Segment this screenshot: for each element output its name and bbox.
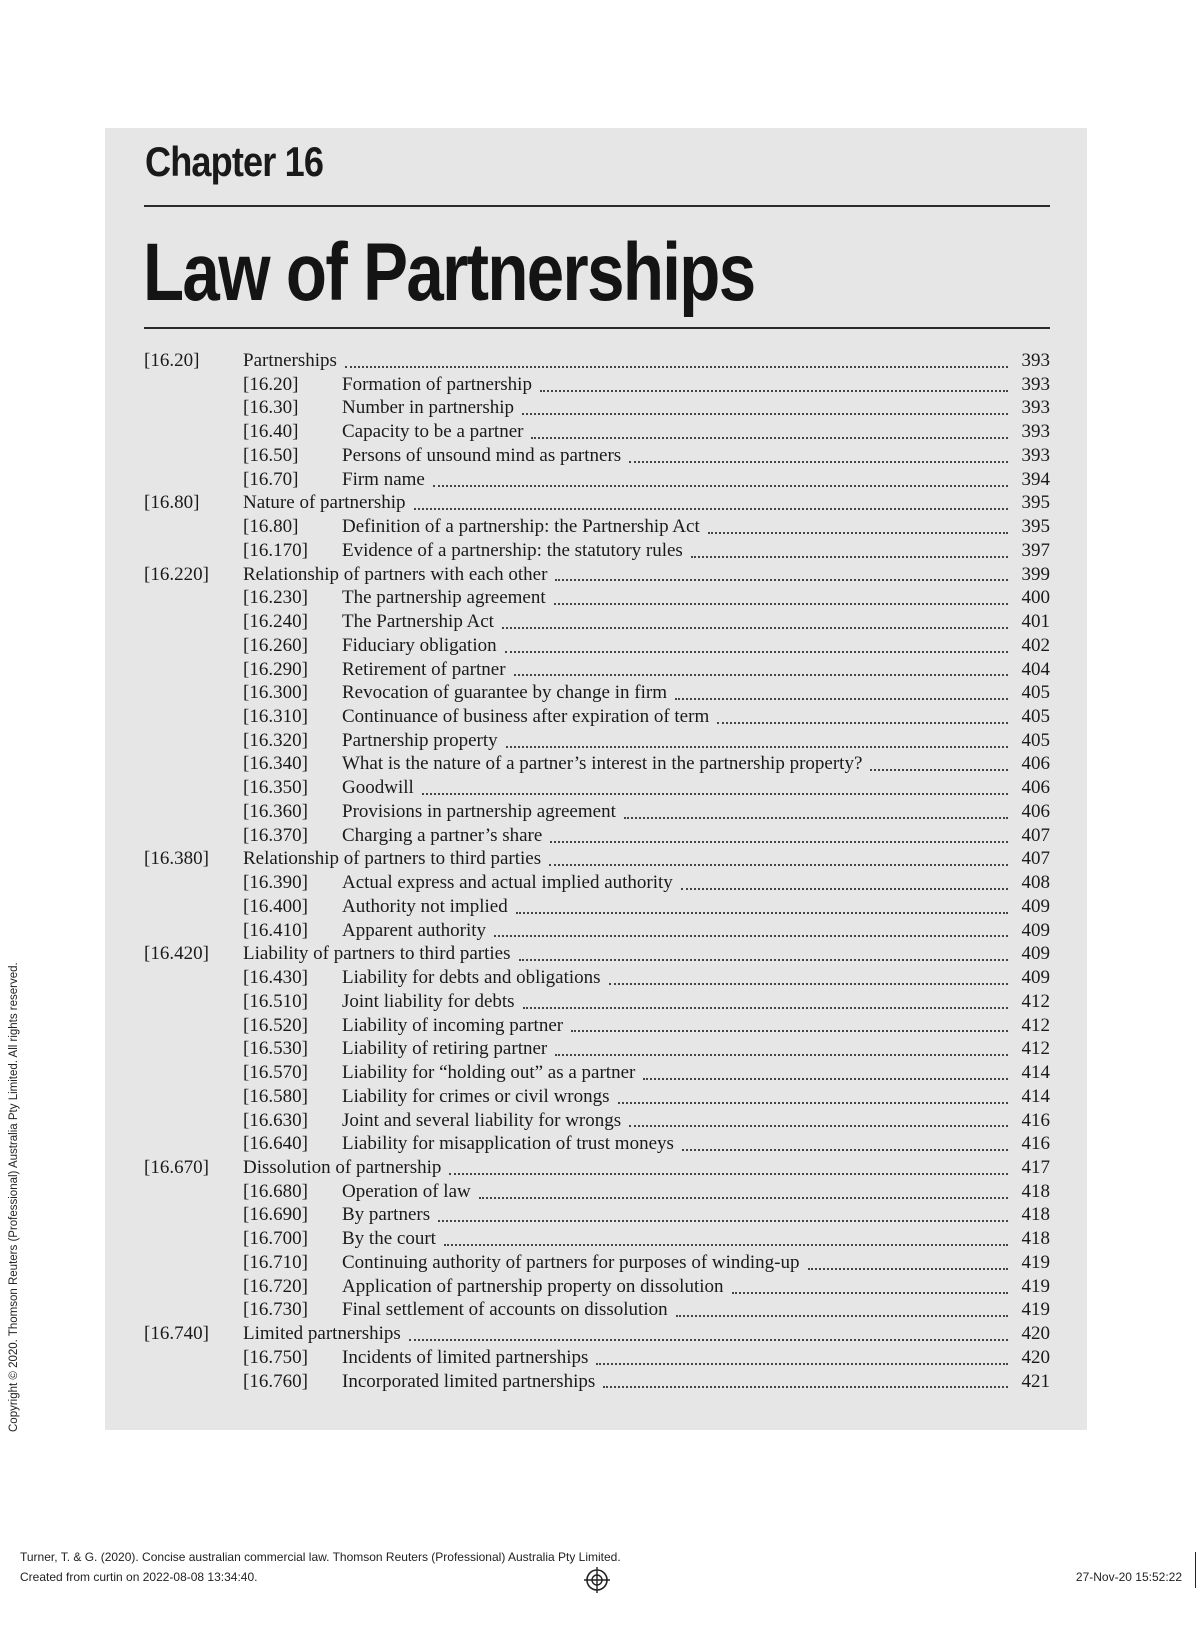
toc-page-number: 412 bbox=[1021, 990, 1050, 1012]
toc-title: Formation of partnership bbox=[342, 373, 532, 395]
crop-mark bbox=[1195, 1552, 1196, 1588]
toc-subentry bbox=[144, 539, 1050, 563]
toc-dot-leader bbox=[506, 746, 1008, 748]
toc-paragraph-number: [16.240] bbox=[243, 611, 308, 633]
toc-title: Fiduciary obligation bbox=[342, 634, 497, 656]
toc-dot-leader bbox=[531, 437, 1008, 439]
toc-paragraph-number: [16.410] bbox=[243, 919, 308, 941]
toc-dot-leader bbox=[444, 1244, 1008, 1246]
toc-paragraph-number: [16.580] bbox=[243, 1085, 308, 1107]
toc-subentry bbox=[144, 776, 1050, 800]
toc-dot-leader bbox=[808, 1268, 1008, 1270]
toc-subentry bbox=[144, 515, 1050, 539]
toc-dot-leader bbox=[609, 983, 1008, 985]
toc-title: Relationship of partners to third parties bbox=[243, 848, 542, 870]
toc-subentry bbox=[144, 800, 1050, 824]
toc-title: Partnerships bbox=[243, 350, 337, 371]
toc-title: Liability for misapplication of trust moneys bbox=[342, 1133, 674, 1155]
toc-title: Incidents of limited partnerships bbox=[342, 1346, 589, 1368]
toc-subentry bbox=[144, 1180, 1050, 1204]
toc-title: The partnership agreement bbox=[342, 587, 546, 609]
toc-paragraph-number: [16.50] bbox=[243, 444, 299, 466]
toc-paragraph-number: [16.700] bbox=[243, 1228, 308, 1250]
toc-page-number: 401 bbox=[1021, 611, 1050, 633]
toc-paragraph-number: [16.740] bbox=[144, 1323, 209, 1345]
toc-title: Retirement of partner bbox=[342, 658, 506, 680]
toc-subentry bbox=[144, 1014, 1050, 1038]
toc-subentry bbox=[144, 468, 1050, 492]
toc-page-number: 406 bbox=[1021, 753, 1050, 775]
toc-page-number: 405 bbox=[1021, 682, 1050, 704]
toc-page-number: 404 bbox=[1021, 658, 1050, 680]
toc-title: Definition of a partnership: the Partnership Act bbox=[342, 516, 700, 538]
toc-title: Liability of retiring partner bbox=[342, 1038, 548, 1060]
toc-title: By the court bbox=[342, 1228, 436, 1250]
toc-dot-leader bbox=[596, 1363, 1008, 1365]
toc-paragraph-number: [16.260] bbox=[243, 634, 308, 656]
toc-subentry bbox=[144, 1251, 1050, 1275]
toc-dot-leader bbox=[516, 912, 1008, 914]
toc-dot-leader bbox=[555, 579, 1008, 581]
toc-title: Provisions in partnership agreement bbox=[342, 800, 616, 822]
toc-dot-leader bbox=[502, 627, 1008, 629]
toc-paragraph-number: [16.430] bbox=[243, 967, 308, 989]
toc-title: Continuing authority of partners for purposes of winding-up bbox=[342, 1251, 800, 1273]
toc-title: Charging a partner’s share bbox=[342, 824, 543, 846]
toc-paragraph-number: [16.730] bbox=[243, 1299, 308, 1321]
toc-page-number: 399 bbox=[1021, 563, 1050, 585]
toc-subentry bbox=[144, 373, 1050, 397]
toc-page-number: 407 bbox=[1021, 848, 1050, 870]
side-copyright-notice: Copyright © 2020. Thomson Reuters (Professional) Australia Pty Limited. All rights reserved. bbox=[8, 962, 20, 1432]
toc-dot-leader bbox=[519, 959, 1008, 961]
toc-paragraph-number: [16.670] bbox=[144, 1156, 209, 1178]
toc-title: Incorporated limited partnerships bbox=[342, 1370, 596, 1392]
toc-paragraph-number: [16.720] bbox=[243, 1275, 308, 1297]
toc-dot-leader bbox=[433, 485, 1008, 487]
toc-title: Liability for crimes or civil wrongs bbox=[342, 1085, 610, 1107]
toc-page-number: 405 bbox=[1021, 706, 1050, 728]
toc-page-number: 421 bbox=[1021, 1370, 1050, 1392]
toc-subentry bbox=[144, 1109, 1050, 1133]
toc-dot-leader bbox=[345, 366, 1008, 368]
toc-paragraph-number: [16.520] bbox=[243, 1014, 308, 1036]
toc-title: The Partnership Act bbox=[342, 611, 494, 633]
toc-dot-leader bbox=[717, 722, 1008, 724]
toc-paragraph-number: [16.750] bbox=[243, 1346, 308, 1368]
toc-page-number: 402 bbox=[1021, 634, 1050, 656]
toc-dot-leader bbox=[681, 888, 1008, 890]
toc-page-number: 394 bbox=[1021, 468, 1050, 490]
toc-subentry bbox=[144, 1085, 1050, 1109]
toc-page-number: 400 bbox=[1021, 587, 1050, 609]
toc-entry bbox=[144, 847, 1050, 871]
toc-page-number: 420 bbox=[1021, 1346, 1050, 1368]
toc-paragraph-number: [16.20] bbox=[144, 350, 200, 371]
toc-title: Goodwill bbox=[342, 777, 414, 799]
toc-dot-leader bbox=[414, 508, 1009, 510]
divider-top bbox=[144, 205, 1050, 207]
toc-dot-leader bbox=[691, 556, 1008, 558]
toc-page-number: 412 bbox=[1021, 1014, 1050, 1036]
toc-paragraph-number: [16.290] bbox=[243, 658, 308, 680]
toc-page-number: 420 bbox=[1021, 1323, 1050, 1345]
toc-dot-leader bbox=[549, 864, 1008, 866]
toc-subentry bbox=[144, 420, 1050, 444]
toc-page-number: 414 bbox=[1021, 1085, 1050, 1107]
toc-paragraph-number: [16.360] bbox=[243, 800, 308, 822]
toc-dot-leader bbox=[675, 698, 1008, 700]
toc-subentry bbox=[144, 1227, 1050, 1251]
toc-dot-leader bbox=[870, 769, 1008, 771]
toc-subentry bbox=[144, 681, 1050, 705]
toc-subentry bbox=[144, 1203, 1050, 1227]
toc-dot-leader bbox=[449, 1173, 1008, 1175]
chapter-title: Law of Partnerships bbox=[143, 227, 755, 318]
toc-title: Authority not implied bbox=[342, 895, 508, 917]
toc-dot-leader bbox=[643, 1078, 1008, 1080]
toc-page-number: 406 bbox=[1021, 777, 1050, 799]
toc-paragraph-number: [16.70] bbox=[243, 468, 299, 490]
toc-title: Liability for debts and obligations bbox=[342, 967, 601, 989]
toc-subentry bbox=[144, 966, 1050, 990]
toc-dot-leader bbox=[571, 1030, 1008, 1032]
toc-title: Relationship of partners with each other bbox=[243, 563, 548, 585]
toc-page-number: 395 bbox=[1021, 492, 1050, 514]
toc-title: Evidence of a partnership: the statutory rules bbox=[342, 539, 683, 561]
toc-paragraph-number: [16.320] bbox=[243, 729, 308, 751]
toc-dot-leader bbox=[554, 603, 1008, 605]
toc-dot-leader bbox=[494, 935, 1008, 937]
toc-page-number: 393 bbox=[1021, 397, 1050, 419]
toc-subentry bbox=[144, 990, 1050, 1014]
toc-subentry bbox=[144, 919, 1050, 943]
toc-dot-leader bbox=[540, 390, 1008, 392]
toc-title: Nature of partnership bbox=[243, 492, 406, 514]
toc-paragraph-number: [16.530] bbox=[243, 1038, 308, 1060]
toc-subentry bbox=[144, 752, 1050, 776]
toc-subentry bbox=[144, 824, 1050, 848]
toc-page-number: 412 bbox=[1021, 1038, 1050, 1060]
toc-title: Firm name bbox=[342, 468, 425, 490]
toc-subentry bbox=[144, 1132, 1050, 1156]
toc-title: Final settlement of accounts on dissolution bbox=[342, 1299, 668, 1321]
toc-title: Operation of law bbox=[342, 1180, 471, 1202]
toc-paragraph-number: [16.350] bbox=[243, 777, 308, 799]
toc-paragraph-number: [16.630] bbox=[243, 1109, 308, 1131]
toc-page-number: 416 bbox=[1021, 1109, 1050, 1131]
toc-title: Liability of partners to third parties bbox=[243, 943, 511, 965]
toc-paragraph-number: [16.390] bbox=[243, 872, 308, 894]
toc-paragraph-number: [16.80] bbox=[144, 492, 200, 514]
toc-subentry bbox=[144, 1298, 1050, 1322]
toc-dot-leader bbox=[438, 1220, 1008, 1222]
toc-page-number: 409 bbox=[1021, 943, 1050, 965]
toc-dot-leader bbox=[732, 1292, 1008, 1294]
toc-paragraph-number: [16.690] bbox=[243, 1204, 308, 1226]
toc-dot-leader bbox=[708, 532, 1008, 534]
toc-paragraph-number: [16.170] bbox=[243, 539, 308, 561]
toc-paragraph-number: [16.370] bbox=[243, 824, 308, 846]
toc-dot-leader bbox=[555, 1054, 1008, 1056]
toc-page-number: 419 bbox=[1021, 1251, 1050, 1273]
toc-page-number: 406 bbox=[1021, 800, 1050, 822]
toc-page-number: 409 bbox=[1021, 895, 1050, 917]
toc-subentry bbox=[144, 634, 1050, 658]
toc-entry bbox=[144, 1156, 1050, 1180]
toc-subentry bbox=[144, 871, 1050, 895]
toc-page-number: 418 bbox=[1021, 1204, 1050, 1226]
toc-title: Actual express and actual implied authority bbox=[342, 872, 673, 894]
toc-paragraph-number: [16.380] bbox=[144, 848, 209, 870]
toc-title: Dissolution of partnership bbox=[243, 1156, 442, 1178]
toc-dot-leader bbox=[618, 1102, 1008, 1104]
toc-dot-leader bbox=[522, 413, 1008, 415]
toc-paragraph-number: [16.230] bbox=[243, 587, 308, 609]
divider-bottom bbox=[144, 327, 1050, 329]
toc-dot-leader bbox=[629, 1125, 1008, 1127]
toc-paragraph-number: [16.760] bbox=[243, 1370, 308, 1392]
toc-page-number: 418 bbox=[1021, 1180, 1050, 1202]
toc-page-number: 393 bbox=[1021, 421, 1050, 443]
toc-page-number: 409 bbox=[1021, 919, 1050, 941]
toc-dot-leader bbox=[550, 841, 1008, 843]
table-of-contents bbox=[144, 349, 1050, 1393]
chapter-label: Chapter 16 bbox=[145, 138, 324, 185]
toc-dot-leader bbox=[523, 1007, 1008, 1009]
toc-page-number: 414 bbox=[1021, 1062, 1050, 1084]
toc-subentry bbox=[144, 396, 1050, 420]
toc-page-number: 393 bbox=[1021, 373, 1050, 395]
toc-page-number: 417 bbox=[1021, 1156, 1050, 1178]
toc-paragraph-number: [16.340] bbox=[243, 753, 308, 775]
toc-dot-leader bbox=[505, 651, 1008, 653]
toc-paragraph-number: [16.80] bbox=[243, 516, 299, 538]
toc-paragraph-number: [16.710] bbox=[243, 1251, 308, 1273]
toc-page-number: 409 bbox=[1021, 967, 1050, 989]
toc-subentry bbox=[144, 586, 1050, 610]
toc-title: Continuance of business after expiration of term bbox=[342, 706, 710, 728]
toc-subentry bbox=[144, 1275, 1050, 1299]
toc-title: Number in partnership bbox=[342, 397, 515, 419]
toc-dot-leader bbox=[682, 1149, 1008, 1151]
toc-title: Liability for “holding out” as a partner bbox=[342, 1062, 636, 1084]
toc-dot-leader bbox=[514, 674, 1008, 676]
toc-paragraph-number: [16.20] bbox=[243, 373, 299, 395]
toc-title: Apparent authority bbox=[342, 919, 487, 941]
toc-paragraph-number: [16.570] bbox=[243, 1062, 308, 1084]
toc-subentry bbox=[144, 444, 1050, 468]
toc-entry bbox=[144, 942, 1050, 966]
toc-paragraph-number: [16.400] bbox=[243, 895, 308, 917]
toc-paragraph-number: [16.300] bbox=[243, 682, 308, 704]
toc-dot-leader bbox=[629, 461, 1008, 463]
toc-subentry bbox=[144, 1370, 1050, 1394]
toc-paragraph-number: [16.40] bbox=[243, 421, 299, 443]
toc-subentry bbox=[144, 610, 1050, 634]
toc-paragraph-number: [16.510] bbox=[243, 990, 308, 1012]
toc-title: Limited partnerships bbox=[243, 1323, 401, 1345]
toc-subentry bbox=[144, 1061, 1050, 1085]
toc-page-number: 419 bbox=[1021, 1275, 1050, 1297]
toc-subentry bbox=[144, 729, 1050, 753]
toc-page-number: 395 bbox=[1021, 516, 1050, 538]
toc-page-number: 408 bbox=[1021, 872, 1050, 894]
toc-dot-leader bbox=[624, 817, 1008, 819]
toc-title: Joint liability for debts bbox=[342, 990, 515, 1012]
toc-paragraph-number: [16.310] bbox=[243, 706, 308, 728]
toc-title: Liability of incoming partner bbox=[342, 1014, 564, 1036]
footer-citation: Turner, T. & G. (2020). Concise australian commercial law. Thomson Reuters (Professional) Australia Pty Limited. bbox=[20, 1550, 621, 1564]
toc-page-number: 397 bbox=[1021, 539, 1050, 561]
toc-paragraph-number: [16.30] bbox=[243, 397, 299, 419]
toc-title: Capacity to be a partner bbox=[342, 421, 524, 443]
toc-entry bbox=[144, 349, 1050, 373]
toc-subentry bbox=[144, 1346, 1050, 1370]
toc-paragraph-number: [16.220] bbox=[144, 563, 209, 585]
toc-subentry bbox=[144, 658, 1050, 682]
toc-entry bbox=[144, 1322, 1050, 1346]
toc-page-number: 393 bbox=[1021, 444, 1050, 466]
toc-page-number: 393 bbox=[1021, 350, 1050, 371]
toc-title: Joint and several liability for wrongs bbox=[342, 1109, 622, 1131]
toc-paragraph-number: [16.680] bbox=[243, 1180, 308, 1202]
footer-timestamp: 27-Nov-20 15:52:22 bbox=[1075, 1570, 1182, 1584]
toc-dot-leader bbox=[409, 1339, 1008, 1341]
toc-dot-leader bbox=[479, 1197, 1008, 1199]
toc-title: What is the nature of a partner’s interest in the partnership property? bbox=[342, 753, 863, 775]
toc-dot-leader bbox=[603, 1386, 1008, 1388]
toc-title: Application of partnership property on dissolution bbox=[342, 1275, 724, 1297]
toc-subentry bbox=[144, 895, 1050, 919]
toc-page-number: 405 bbox=[1021, 729, 1050, 751]
toc-title: Partnership property bbox=[342, 729, 498, 751]
toc-subentry bbox=[144, 705, 1050, 729]
toc-paragraph-number: [16.420] bbox=[144, 943, 209, 965]
toc-dot-leader bbox=[422, 793, 1008, 795]
toc-entry bbox=[144, 491, 1050, 515]
registration-mark-icon bbox=[584, 1567, 610, 1593]
toc-page-number: 419 bbox=[1021, 1299, 1050, 1321]
toc-page-number: 407 bbox=[1021, 824, 1050, 846]
toc-dot-leader bbox=[676, 1315, 1008, 1317]
footer-created: Created from curtin on 2022-08-08 13:34:40. bbox=[20, 1570, 258, 1584]
toc-entry bbox=[144, 563, 1050, 587]
toc-paragraph-number: [16.640] bbox=[243, 1133, 308, 1155]
toc-page-number: 416 bbox=[1021, 1133, 1050, 1155]
toc-title: Revocation of guarantee by change in firm bbox=[342, 682, 667, 704]
toc-subentry bbox=[144, 1037, 1050, 1061]
toc-title: By partners bbox=[342, 1204, 431, 1226]
toc-page-number: 418 bbox=[1021, 1228, 1050, 1250]
toc-title: Persons of unsound mind as partners bbox=[342, 444, 622, 466]
